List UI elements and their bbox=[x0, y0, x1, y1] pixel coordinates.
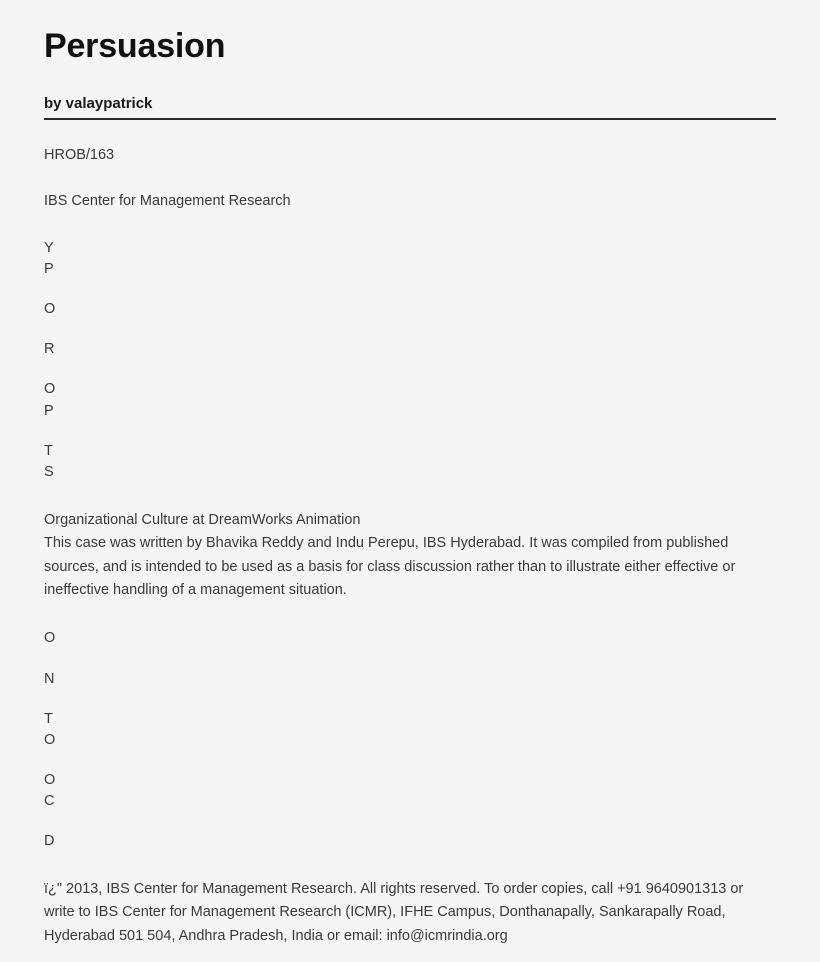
copyright-block bbox=[44, 878, 744, 948]
letter-item: O bbox=[44, 771, 56, 788]
letter-group bbox=[44, 770, 776, 812]
letter-group bbox=[44, 709, 776, 751]
letter-item: O bbox=[44, 381, 56, 398]
letter-item: D bbox=[44, 832, 55, 849]
letter-item: O bbox=[44, 301, 56, 318]
letter-column-lower bbox=[44, 628, 776, 851]
letter-group bbox=[44, 628, 776, 649]
letter-item: S bbox=[44, 463, 54, 480]
letter-item: P bbox=[44, 261, 54, 278]
case-note-block bbox=[44, 509, 754, 603]
letter-item: C bbox=[44, 792, 55, 809]
case-code: HROB/163 bbox=[44, 147, 115, 164]
letter-group bbox=[44, 299, 776, 320]
page-title: Persuasion bbox=[44, 27, 226, 65]
letter-column-upper bbox=[44, 238, 776, 482]
letter-item: Y bbox=[44, 240, 54, 257]
letter-item: N bbox=[44, 670, 55, 687]
byline-container bbox=[44, 95, 776, 120]
case-heading: Organizational Culture at DreamWorks Animation bbox=[44, 511, 361, 528]
letter-group bbox=[44, 238, 776, 280]
letter-item: O bbox=[44, 630, 56, 647]
letter-group bbox=[44, 831, 776, 852]
author-byline: by valaypatrick bbox=[44, 95, 153, 113]
letter-item: T bbox=[44, 442, 53, 459]
copyright-text: ï¿" 2013, IBS Center for Management Research. All rights reserved. To order copies, call +91 9640901313 or write to IBS Center for Management Research (ICMR), IFHE Campus, Donthanapally, Sankarapally Road, Hyderabad 501 504, Andhra Pradesh, India or email: info@icmrindia.org bbox=[44, 880, 744, 944]
letter-group bbox=[44, 379, 776, 421]
publisher-name: IBS Center for Management Research bbox=[44, 193, 291, 210]
letter-item: P bbox=[44, 402, 54, 419]
letter-item: R bbox=[44, 341, 55, 358]
case-note-text: This case was written by Bhavika Reddy and Indu Perepu, IBS Hyderabad. It was compiled from published sources, and is intended to be used as a basis for class discussion rather than to illustrate either effective or ineffective handling of a management situation. bbox=[44, 535, 736, 598]
letter-group bbox=[44, 669, 776, 690]
letter-group bbox=[44, 441, 776, 483]
letter-item: T bbox=[44, 710, 53, 727]
letter-group bbox=[44, 339, 776, 360]
letter-item: O bbox=[44, 731, 56, 748]
